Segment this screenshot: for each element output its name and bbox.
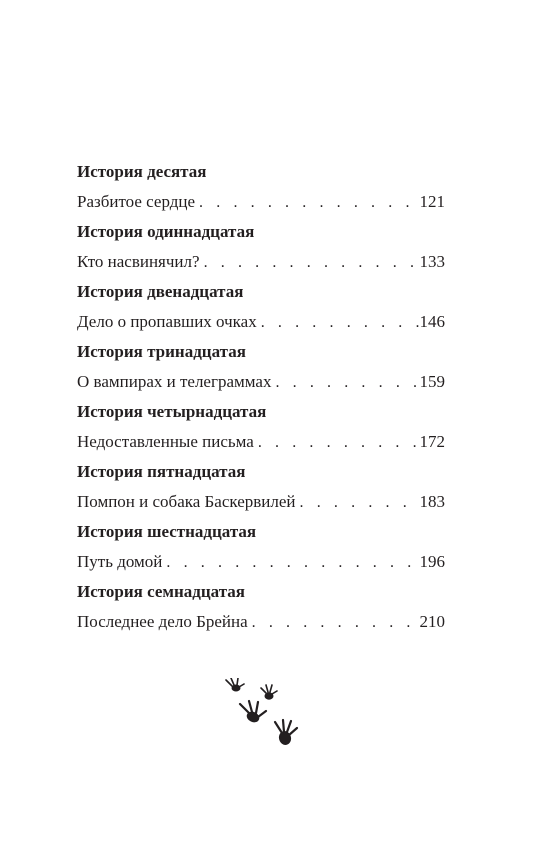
dot-leader (257, 308, 420, 338)
chapter-heading: История двенадцатая (77, 282, 244, 301)
chapter-heading: История четырнадцатая (77, 402, 267, 421)
toc-entry (77, 577, 445, 637)
toc-entry (77, 397, 445, 457)
dot-leader (296, 488, 420, 518)
page-number: 183 (419, 492, 445, 511)
paw-print (240, 701, 266, 724)
chapter-heading: История шестнадцатая (77, 522, 257, 541)
toc-entry (77, 517, 445, 577)
page-number: 121 (419, 192, 445, 211)
toc-entry (77, 217, 445, 277)
dot-leader (271, 368, 419, 398)
chapter-title: Последнее дело Брейна (77, 612, 248, 631)
toc-entry (77, 277, 445, 337)
toc-line[interactable] (77, 427, 445, 457)
chapter-title: Помпон и собака Баскервилей (77, 492, 296, 511)
toc-line[interactable] (77, 547, 445, 577)
chapter-heading: История десятая (77, 162, 207, 181)
page-number: 172 (419, 432, 445, 451)
paw-prints-icon (222, 678, 306, 748)
chapter-title: Разбитое сердце (77, 192, 196, 211)
toc-line[interactable] (77, 307, 445, 337)
chapter-title: Кто насвинячил? (77, 252, 200, 271)
toc-line[interactable] (77, 187, 445, 217)
toc-entry (77, 157, 445, 217)
chapter-title: Путь домой (77, 552, 163, 571)
paw-print (226, 678, 244, 691)
chapter-heading: История пятнадцатая (77, 462, 246, 481)
dot-leader (195, 188, 419, 218)
chapter-heading: История тринадцатая (77, 342, 246, 361)
table-of-contents (77, 157, 445, 637)
chapter-title: Дело о пропавших очках (77, 312, 257, 331)
chapter-title: Недоставленные письма (77, 432, 254, 451)
page-number: 210 (419, 612, 445, 631)
page-number: 159 (419, 372, 445, 391)
toc-entry (77, 457, 445, 517)
dot-leader (254, 428, 420, 458)
toc-line[interactable] (77, 247, 445, 277)
toc-entry (77, 337, 445, 397)
toc-line[interactable] (77, 487, 445, 517)
page-number: 196 (419, 552, 445, 571)
chapter-heading: История одиннадцатая (77, 222, 255, 241)
page-number: 146 (419, 312, 445, 331)
paw-print (275, 720, 297, 746)
dot-leader (248, 608, 420, 638)
chapter-title: О вампирах и телеграммах (77, 372, 272, 391)
toc-line[interactable] (77, 367, 445, 397)
toc-line[interactable] (77, 607, 445, 637)
dot-leader (162, 548, 419, 578)
paw-print (261, 685, 277, 699)
page-number: 133 (419, 252, 445, 271)
dot-leader (200, 248, 420, 278)
chapter-heading: История семнадцатая (77, 582, 245, 601)
